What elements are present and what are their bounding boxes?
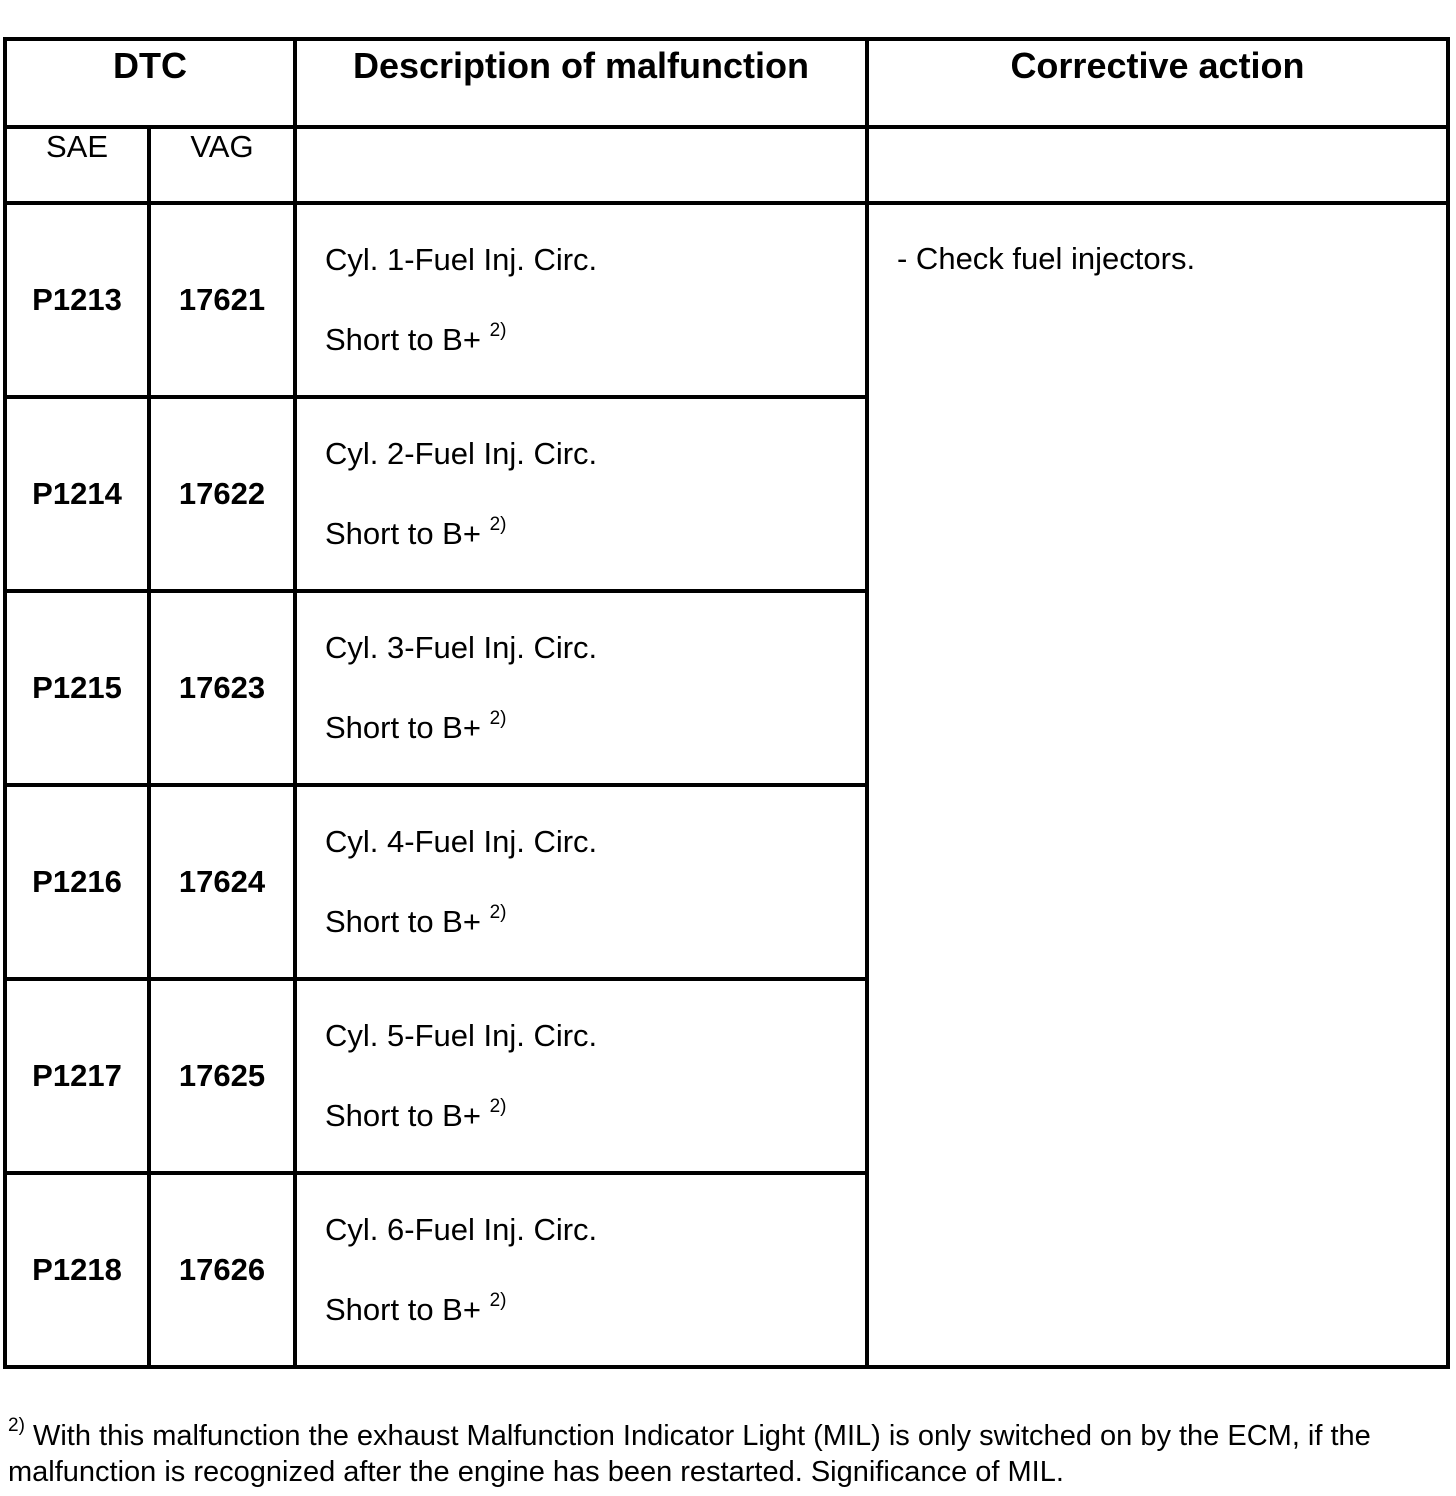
- sae-code: P1217: [5, 979, 149, 1173]
- sae-code: P1213: [5, 203, 149, 397]
- vag-code: 17623: [149, 591, 295, 785]
- footnote: [8, 1415, 1428, 1490]
- description-line-1: Cyl. 4-Fuel Inj. Circ.: [325, 824, 598, 859]
- sae-code: P1215: [5, 591, 149, 785]
- description-line-1: Cyl. 6-Fuel Inj. Circ.: [325, 1212, 598, 1247]
- header-corrective-action: Corrective action: [867, 39, 1448, 127]
- vag-code: 17622: [149, 397, 295, 591]
- description-line-1: Cyl. 3-Fuel Inj. Circ.: [325, 630, 598, 665]
- header-row: [5, 39, 1448, 127]
- footnote-marker: 2): [489, 902, 507, 923]
- malfunction-description: [295, 397, 867, 591]
- subheader-empty-action: [867, 127, 1448, 203]
- vag-code: 17624: [149, 785, 295, 979]
- vag-code: 17625: [149, 979, 295, 1173]
- description-line-2: [325, 904, 865, 940]
- vag-code: 17626: [149, 1173, 295, 1367]
- vag-code: 17621: [149, 203, 295, 397]
- footnote-marker: 2): [489, 320, 507, 341]
- sae-code: P1214: [5, 397, 149, 591]
- header-dtc: DTC: [5, 39, 295, 127]
- description-text: Short to B+: [325, 904, 481, 939]
- description-line-2: [325, 1292, 865, 1328]
- description-line-2: [325, 1098, 865, 1134]
- description-line-2: [325, 710, 865, 746]
- sae-code: P1218: [5, 1173, 149, 1367]
- malfunction-description: [295, 979, 867, 1173]
- description-text: Short to B+: [325, 516, 481, 551]
- description-line-1: Cyl. 5-Fuel Inj. Circ.: [325, 1018, 598, 1053]
- subheader-row: [5, 127, 1448, 203]
- description-line-1: Cyl. 2-Fuel Inj. Circ.: [325, 436, 598, 471]
- dtc-table: [3, 37, 1450, 1369]
- header-description: Description of malfunction: [295, 39, 867, 127]
- footnote-marker: 2): [489, 514, 507, 535]
- footnote-marker: 2): [489, 708, 507, 729]
- footnote-marker: 2): [489, 1290, 507, 1311]
- description-text: Short to B+: [325, 1292, 481, 1327]
- description-text: Short to B+: [325, 322, 481, 357]
- description-line-1: Cyl. 1-Fuel Inj. Circ.: [325, 242, 598, 277]
- subheader-sae: SAE: [5, 127, 149, 203]
- malfunction-description: [295, 785, 867, 979]
- footnote-mark: 2): [8, 1415, 25, 1436]
- footnote-text: With this malfunction the exhaust Malfunction Indicator Light (MIL) is only switched on by the ECM, if the malfunction is recognized after the engine has been restarted. Significance of MIL.: [8, 1420, 1371, 1488]
- malfunction-description: [295, 1173, 867, 1367]
- table-row: [5, 203, 1448, 397]
- description-line-2: [325, 516, 865, 552]
- description-line-2: [325, 322, 865, 358]
- corrective-action-cell: - Check fuel injectors.: [867, 203, 1448, 1367]
- description-text: Short to B+: [325, 1098, 481, 1133]
- subheader-empty-description: [295, 127, 867, 203]
- sae-code: P1216: [5, 785, 149, 979]
- description-text: Short to B+: [325, 710, 481, 745]
- subheader-vag: VAG: [149, 127, 295, 203]
- malfunction-description: [295, 591, 867, 785]
- malfunction-description: [295, 203, 867, 397]
- footnote-marker: 2): [489, 1096, 507, 1117]
